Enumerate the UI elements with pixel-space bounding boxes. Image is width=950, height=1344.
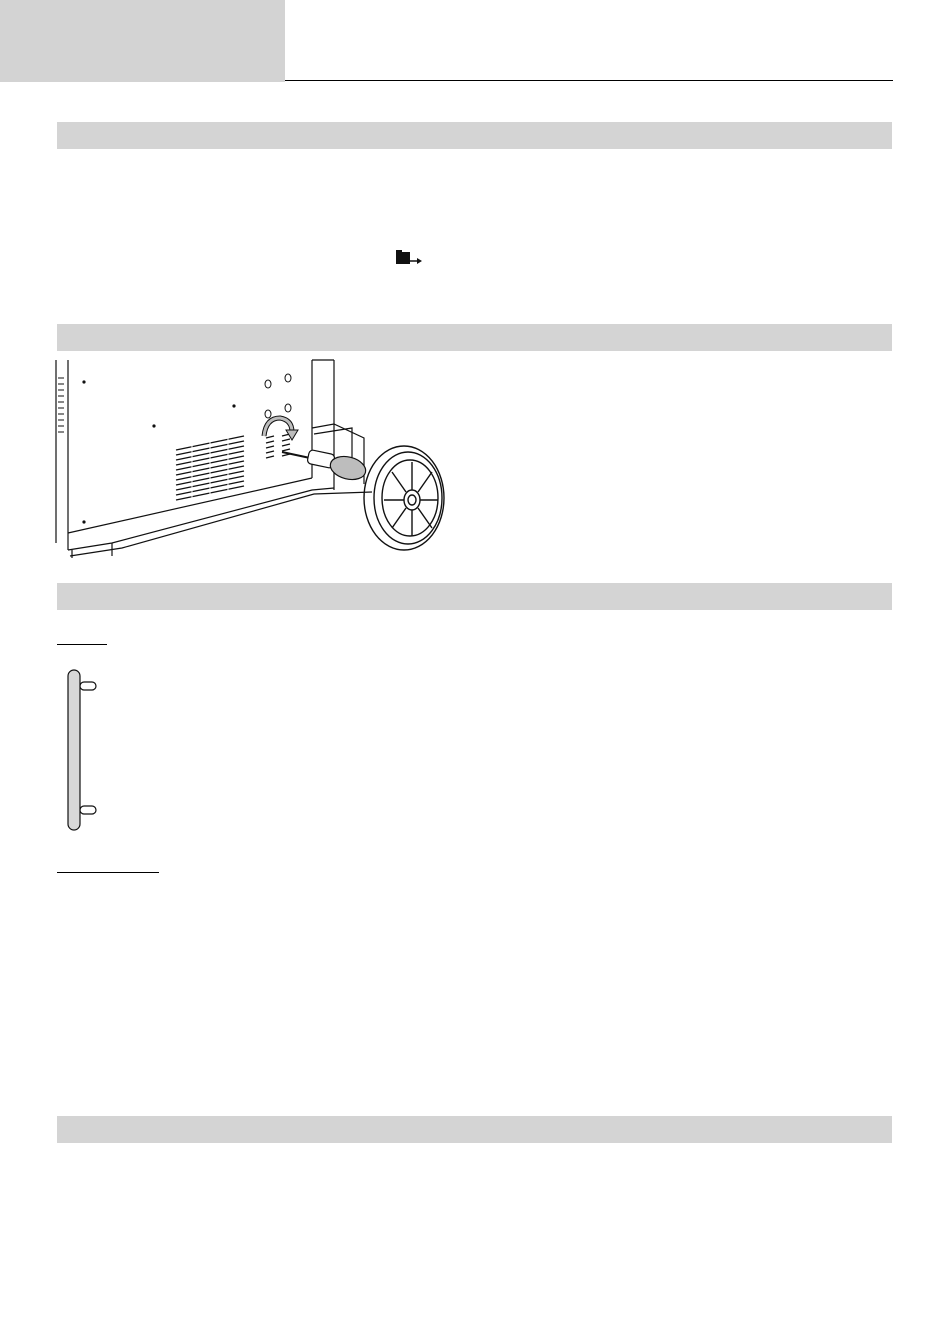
section-bar-3: [57, 583, 892, 610]
header-tab: [0, 0, 285, 82]
section-bar-2: [57, 324, 892, 351]
section-bar-4: [57, 1116, 892, 1143]
header-rule: [285, 80, 893, 81]
section-bar-1: [57, 122, 892, 149]
handle-figure: [64, 668, 100, 832]
folder-arrow-icon: [396, 250, 422, 266]
underline-long: [57, 872, 159, 873]
underline-short: [57, 644, 107, 645]
machine-figure: [52, 358, 452, 558]
